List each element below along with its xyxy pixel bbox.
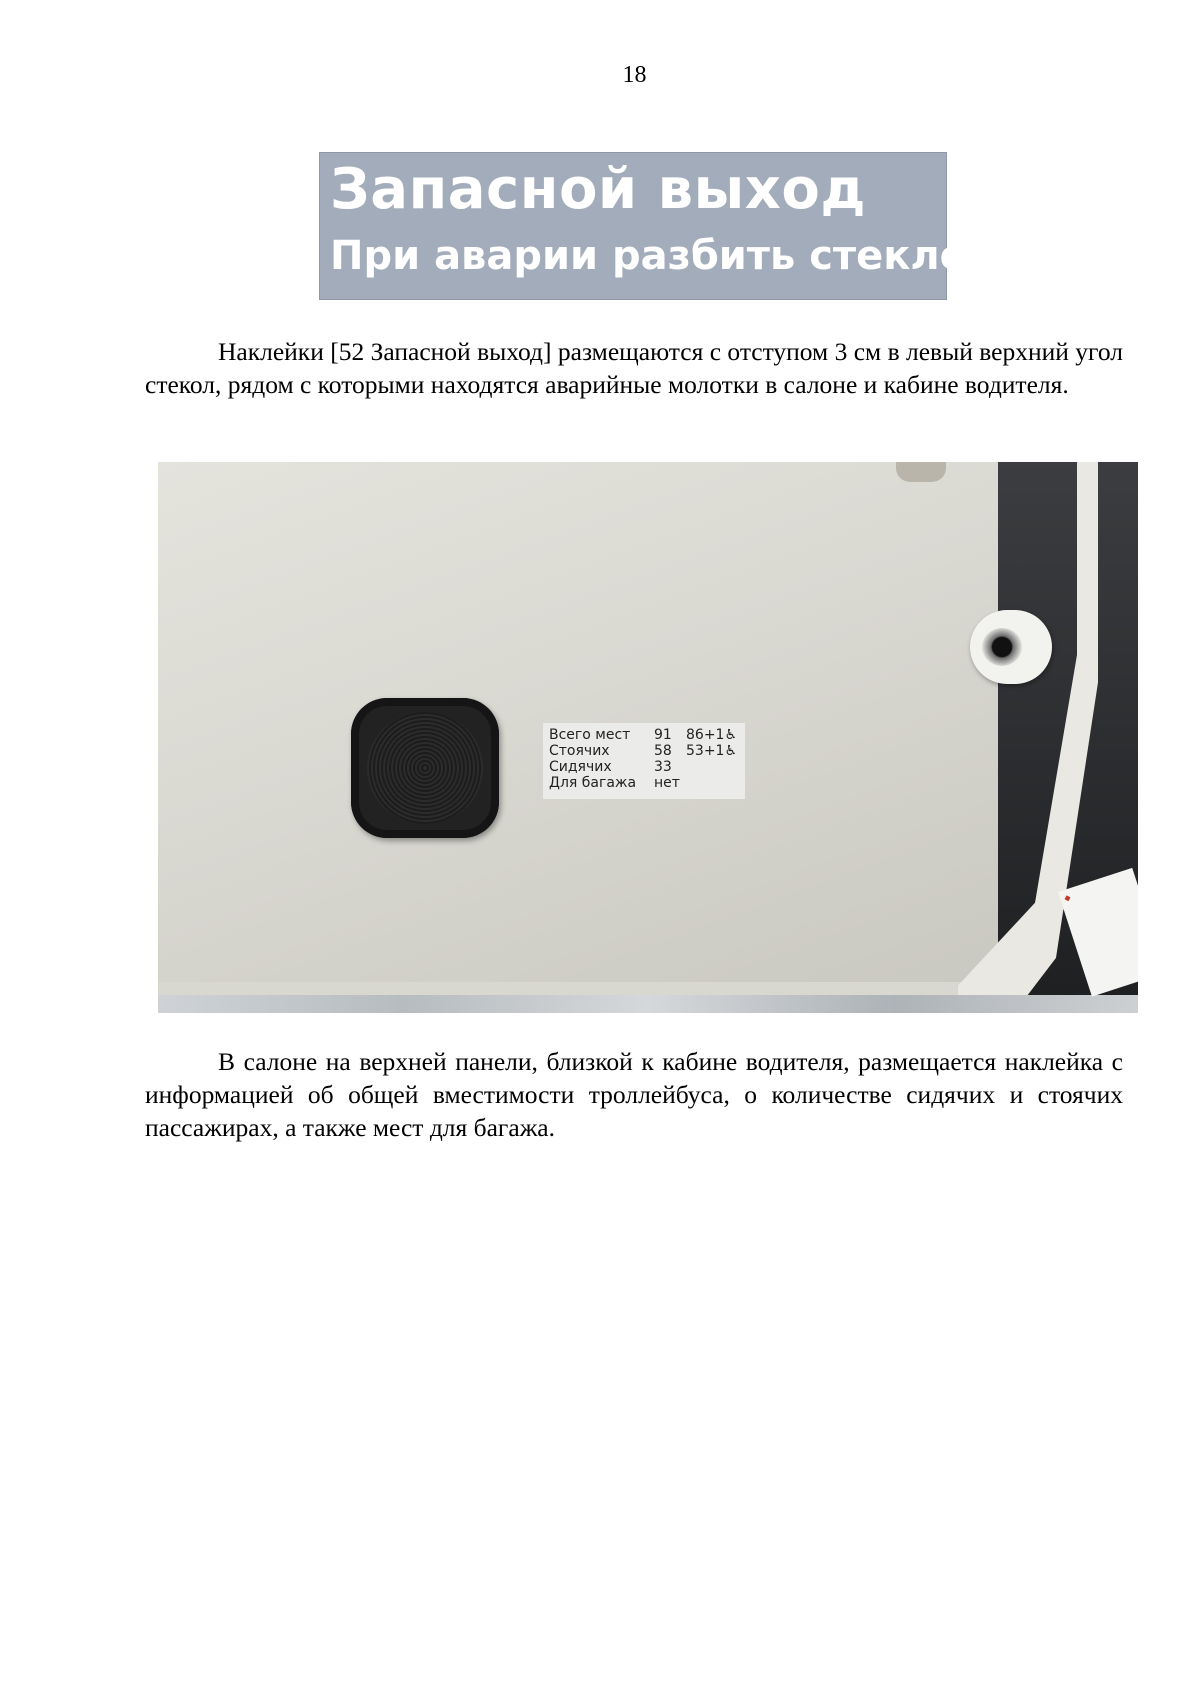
manufacturer-logo-icon: ◆: [1063, 892, 1072, 904]
camera-lens: [982, 628, 1022, 666]
overhead-panel: [158, 462, 1048, 982]
capacity-row-extra: [686, 775, 736, 791]
speaker-icon: [351, 698, 499, 838]
capacity-row-extra: 53+1♿: [686, 743, 738, 759]
capacity-row-extra: 86+1♿: [686, 727, 738, 743]
sticker-title: Запасной выход: [330, 157, 867, 222]
capacity-row-extra: [686, 759, 736, 775]
capacity-row-value: нет: [654, 775, 680, 791]
capacity-label: [543, 723, 745, 799]
capacity-row-label: Сидячих: [549, 759, 612, 775]
capacity-row-label: Для багажа: [549, 775, 637, 791]
capacity-row-value: 33: [654, 759, 672, 775]
capacity-row-label: Всего мест: [549, 727, 631, 743]
capacity-row-label: Стоячих: [549, 743, 610, 759]
capacity-row-value: 58: [654, 743, 672, 759]
capacity-row: [549, 727, 739, 743]
paragraph-text: В салоне на верхней панели, близкой к кабине водителя, размещается наклейка с информацией об общей вместимости троллейбуса, о количестве сидячих и стоячих пассажирах, а также мест для багажа.: [145, 1047, 1123, 1142]
paragraph-text: Наклейки [52 Запасной выход] размещаются с отступом 3 см в левый верхний угол стекол, рядом с которыми находятся аварийные молотки в салоне и кабине водителя.: [145, 337, 1123, 399]
camera-icon: [970, 610, 1052, 684]
capacity-row-value: 91: [654, 727, 672, 743]
window-strip: [158, 995, 1138, 1013]
paragraph-capacity-label: [145, 1045, 1123, 1144]
paragraph-sticker-placement: [145, 335, 1123, 401]
panel-clip: [896, 462, 946, 482]
emergency-exit-sticker: [319, 152, 968, 300]
capacity-row: [549, 775, 739, 791]
page-number: 18: [622, 62, 647, 88]
capacity-row: [549, 743, 739, 759]
sticker-subtitle: При аварии разбить стекло: [330, 233, 968, 279]
photo-bus-interior-panel: [158, 462, 1138, 1013]
capacity-row: [549, 759, 739, 775]
